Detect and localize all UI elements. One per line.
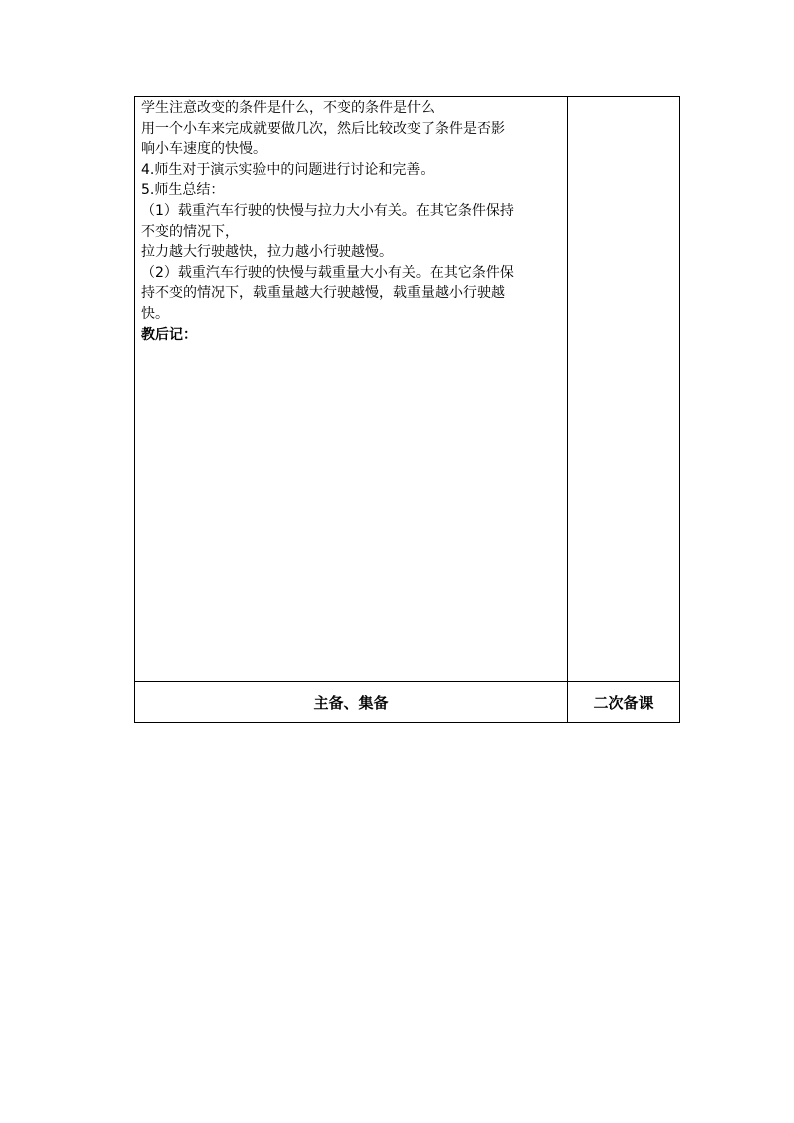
content-line: 快。 [141, 305, 169, 322]
lesson-content-cell [135, 97, 568, 682]
content-line: （2）载重汽车行驶的快慢与载重量大小有关。在其它条件保 [141, 264, 514, 281]
content-line: 响小车速度的快慢。 [141, 141, 267, 158]
content-line: 5.师生总结： [141, 182, 225, 199]
reflection-label: 教后记： [141, 326, 197, 343]
content-line: 拉力越大行驶越快，拉力越小行驶越慢。 [141, 244, 393, 261]
main-prep-label: 主备、集备 [135, 682, 568, 722]
content-line: 学生注意改变的条件是什么，不变的条件是什么 [141, 100, 435, 116]
secondary-notes-cell [568, 97, 679, 682]
content-line: 用一个小车来完成就要做几次，然后比较改变了条件是否影 [141, 120, 505, 137]
secondary-prep-label: 二次备课 [593, 693, 654, 712]
content-line: 4.师生对于演示实验中的问题进行讨论和完善。 [141, 161, 435, 178]
content-line: 持不变的情况下，载重量越大行驶越慢，载重量越小行驶越 [141, 285, 505, 302]
lesson-plan-table [134, 96, 680, 723]
content-line: 不变的情况下， [141, 223, 239, 240]
content-line: （1）载重汽车行驶的快慢与拉力大小有关。在其它条件保持 [141, 202, 514, 219]
